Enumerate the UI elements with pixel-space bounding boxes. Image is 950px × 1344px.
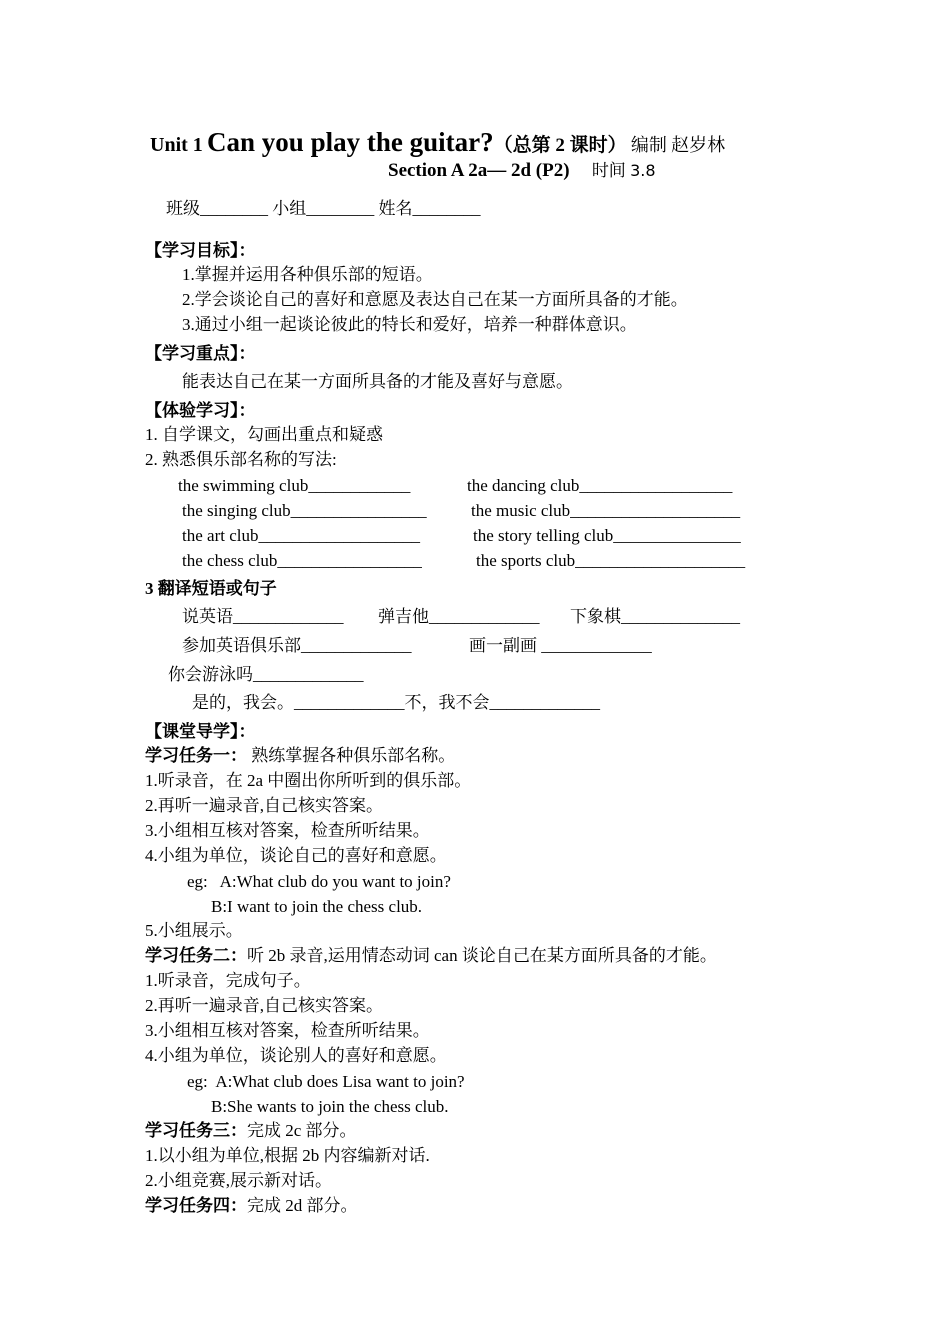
task1-item: 1.听录音，在 2a 中圈出你所听到的俱乐部。 (145, 771, 472, 790)
task3-item: 1.以小组为单位,根据 2b 内容编新对话. (145, 1146, 430, 1165)
experience-item: 2. 熟悉俱乐部名称的写法: (145, 450, 337, 469)
goal-item: 2.学会谈论自己的喜好和意愿及表达自己在某一方面所具备的才能。 (182, 290, 688, 309)
task1-example-b: B:I want to join the chess club. (211, 897, 423, 916)
editor-label: 编制 (630, 135, 667, 155)
experience-heading: 【体验学习】： (145, 401, 256, 420)
club-left: the art club___________________ (182, 526, 420, 545)
title-text: Can you play the guitar? (207, 127, 494, 157)
lesson-label: （总第 2 课时） (493, 135, 627, 156)
task4-label: 学习任务四： (145, 1196, 247, 1215)
task3-item: 2.小组竞赛,展示新对话。 (145, 1171, 332, 1190)
translate-item: 画一副画 _____________ (469, 636, 652, 655)
student-fields: 班级________ 小组________ 姓名________ (166, 199, 481, 218)
task3-label: 学习任务三： (145, 1121, 247, 1140)
page-title (150, 126, 725, 162)
time-label: 时间 (591, 161, 626, 180)
translate-item: 下象棋______________ (570, 607, 740, 626)
task1-item: 4.小组为单位，谈论自己的喜好和意愿。 (145, 846, 447, 865)
club-right: the sports club____________________ (476, 551, 746, 570)
experience-item: 1. 自学课文，勾画出重点和疑惑 (145, 425, 383, 444)
task2-example-b: B:She wants to join the chess club. (211, 1097, 449, 1116)
guide-heading: 【课堂导学】： (145, 722, 256, 741)
translate-item: 弹吉他_____________ (378, 607, 540, 626)
task2-item: 4.小组为单位，谈论别人的喜好和意愿。 (145, 1046, 447, 1065)
task1-item: 3.小组相互核对答案，检查所听结果。 (145, 821, 430, 840)
task4-text: 完成 2d 部分。 (247, 1196, 358, 1215)
translate-item: 你会游泳吗_____________ (168, 665, 364, 684)
time-value: 3.8 (630, 161, 656, 180)
club-left: the singing club________________ (182, 501, 427, 520)
task2-item: 2.再听一遍录音,自己核实答案。 (145, 996, 383, 1015)
task1-line (145, 745, 455, 767)
task2-text: 听 2b 录音,运用情态动词 can 谈论自己在某方面所具备的才能。 (247, 946, 717, 965)
task1-example-a: eg: A:What club do you want to join? (187, 872, 451, 891)
translate-item: 参加英语俱乐部_____________ (182, 636, 412, 655)
club-right: the story telling club_______________ (473, 526, 741, 545)
task3-text: 完成 2c 部分。 (247, 1121, 357, 1140)
club-left: the chess club_________________ (182, 551, 422, 570)
task1-text: 熟练掌握各种俱乐部名称。 (247, 746, 456, 765)
goal-item: 3.通过小组一起谈论彼此的特长和爱好，培养一种群体意识。 (182, 315, 637, 334)
club-right: the music club____________________ (471, 501, 741, 520)
section-line (388, 158, 656, 184)
focus-heading: 【学习重点】： (145, 344, 256, 363)
focus-text: 能表达自己在某一方面所具备的才能及喜好与意愿。 (182, 372, 573, 391)
club-left: the swimming club____________ (178, 476, 411, 495)
task2-label: 学习任务二： (145, 946, 247, 965)
task3-line (145, 1120, 357, 1142)
section-label: Section A 2a— 2d (P2) (388, 160, 570, 181)
translate-item: 是的，我会。_____________不，我不会_____________ (192, 693, 600, 712)
club-right: the dancing club__________________ (467, 476, 733, 495)
task2-example-a: eg: A:What club does Lisa want to join? (187, 1072, 465, 1091)
task2-item: 3.小组相互核对答案，检查所听结果。 (145, 1021, 430, 1040)
translate-item: 说英语_____________ (182, 607, 344, 626)
task1-item: 2.再听一遍录音,自己核实答案。 (145, 796, 383, 815)
goals-heading: 【学习目标】： (145, 241, 256, 260)
editor-name: 赵岁林 (671, 135, 726, 155)
task1-item: 5.小组展示。 (145, 921, 243, 940)
task2-item: 1.听录音，完成句子。 (145, 971, 311, 990)
task2-line (145, 945, 717, 967)
task1-label: 学习任务一： (145, 746, 247, 765)
unit-label: Unit 1 (150, 134, 203, 156)
goal-item: 1.掌握并运用各种俱乐部的短语。 (182, 265, 433, 284)
translate-heading: 3 翻译短语或句子 (145, 579, 277, 598)
task4-line (145, 1195, 358, 1217)
